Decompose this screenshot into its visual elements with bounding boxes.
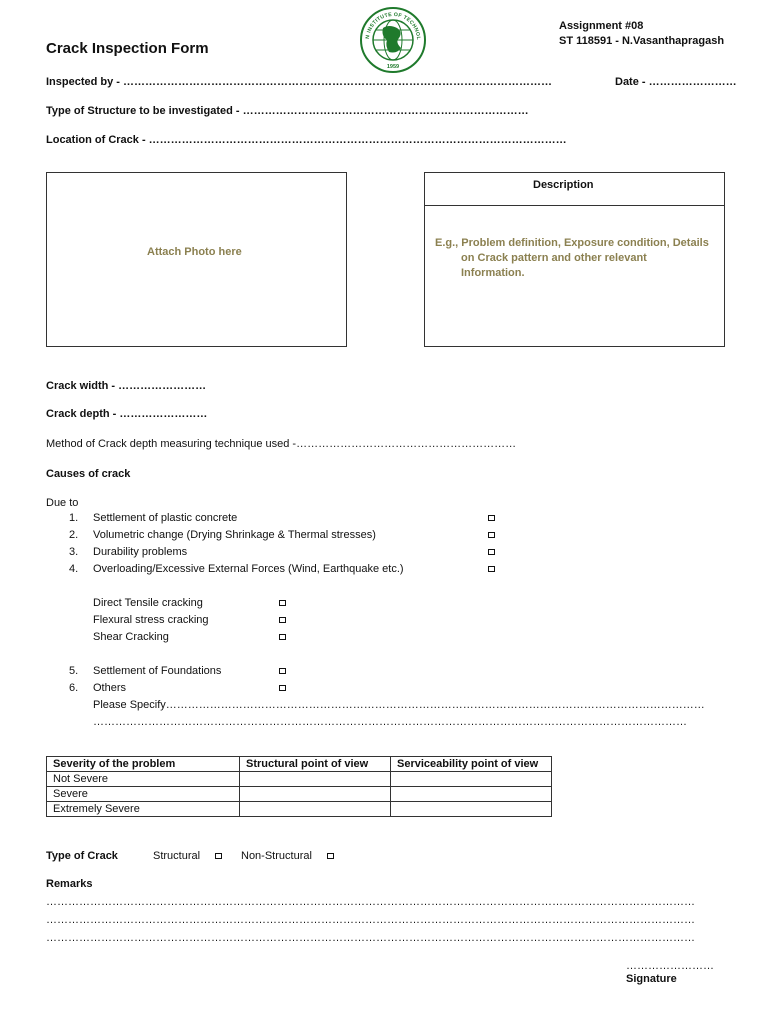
table-row [47,772,552,787]
remarks-line-1[interactable]: …………………………………………………………………………………………………………………………………………………………… [46,896,695,908]
serviceability-cell[interactable] [391,787,552,802]
globe-logo-icon [359,6,427,74]
shear-checkbox[interactable] [279,634,286,640]
cause-item-num: 5. [69,665,79,677]
description-hint-line2: on Crack pattern and other relevant [461,252,647,264]
method-field[interactable]: Method of Crack depth measuring technique used -…………………………………………………… [46,438,517,450]
foundation-checkbox[interactable] [279,668,286,674]
description-hint-line1: E.g., Problem definition, Exposure condition, Details [435,237,709,249]
structural-cell[interactable] [240,772,391,787]
description-hint-line3: Information. [461,267,525,279]
others-checkbox[interactable] [279,685,286,691]
cause-item-text: Others [93,682,127,694]
cause-2-checkbox[interactable] [488,532,495,538]
cause-item-text: Durability problems [93,546,188,558]
logo-year: 1959 [386,64,400,70]
causes-heading: Causes of crack [46,468,131,480]
structure-type-field[interactable]: Type of Structure to be investigated - …………………………………………………………………… [46,105,529,117]
flexural-checkbox[interactable] [279,617,286,623]
table-header: Structural point of view [240,757,391,772]
non-structural-checkbox[interactable] [327,853,334,859]
serviceability-cell[interactable] [391,772,552,787]
logo-name-text: N INSTITUTE OF TECHNOL [364,11,422,41]
sub-cause-tensile: Direct Tensile cracking [93,597,203,609]
type-of-crack-label: Type of Crack [46,850,118,862]
tensile-checkbox[interactable] [279,600,286,606]
severity-label: Not Severe [47,772,240,787]
cause-item-text: Overloading/Excessive External Forces (Wind, Earthquake etc.) [93,563,404,575]
please-specify-field[interactable]: Please Specify………………………………………………………………………………………………………………………………… [93,699,705,711]
remarks-line-2[interactable]: …………………………………………………………………………………………………………………………………………………………… [46,914,695,926]
non-structural-option-label: Non-Structural [241,850,312,862]
crack-depth-field[interactable]: Crack depth - …………………… [46,408,208,420]
structural-cell[interactable] [240,802,391,817]
student-id: ST 118591 - N.Vasanthapragash [559,35,725,47]
remarks-line-3[interactable]: …………………………………………………………………………………………………………………………………………………………… [46,932,695,944]
form-title: Crack Inspection Form [46,40,209,57]
serviceability-cell[interactable] [391,802,552,817]
cause-item-num: 2. [69,529,79,541]
photo-box-label: Attach Photo here [147,246,242,258]
cause-item-text: Volumetric change (Drying Shrinkage & Thermal stresses) [93,529,376,541]
table-header-row [47,757,552,772]
cause-item-text: Settlement of Foundations [93,665,222,677]
description-header [425,173,724,206]
cause-item-num: 3. [69,546,79,558]
cause-item-num: 4. [69,563,79,575]
cause-item-text: Settlement of plastic concrete [93,512,238,524]
table-row [47,787,552,802]
signature-line[interactable]: …………………… [626,960,714,972]
crack-location-field[interactable]: Location of Crack - …………………………………………………………………………………………………… [46,134,567,146]
severity-label: Extremely Severe [47,802,240,817]
institute-logo [359,6,427,74]
inspected-by-field[interactable]: Inspected by - ……………………………………………………………………………………………………… [46,76,553,88]
assignment-label: Assignment #08 [559,20,644,32]
sub-cause-shear: Shear Cracking [93,631,169,643]
date-field[interactable]: Date - …………………… [615,76,737,88]
sub-cause-flexural: Flexural stress cracking [93,614,209,626]
signature-label: Signature [626,973,677,985]
table-row [47,802,552,817]
cause-1-checkbox[interactable] [488,515,495,521]
table-header: Serviceability point of view [391,757,552,772]
cause-3-checkbox[interactable] [488,549,495,555]
due-to-label: Due to [46,497,79,509]
crack-width-field[interactable]: Crack width - …………………… [46,380,207,392]
photo-box[interactable] [46,172,347,347]
cause-item-num: 6. [69,682,79,694]
structural-option-label: Structural [153,850,201,862]
remarks-label: Remarks [46,878,93,890]
severity-table [46,756,552,817]
cause-item-num: 1. [69,512,79,524]
table-header: Severity of the problem [47,757,240,772]
please-specify-line2[interactable]: ……………………………………………………………………………………………………………………………………………… [93,716,687,728]
description-heading: Description [533,179,594,191]
description-box[interactable] [424,172,725,347]
structural-checkbox[interactable] [215,853,222,859]
structural-cell[interactable] [240,787,391,802]
cause-4-checkbox[interactable] [488,566,495,572]
severity-label: Severe [47,787,240,802]
